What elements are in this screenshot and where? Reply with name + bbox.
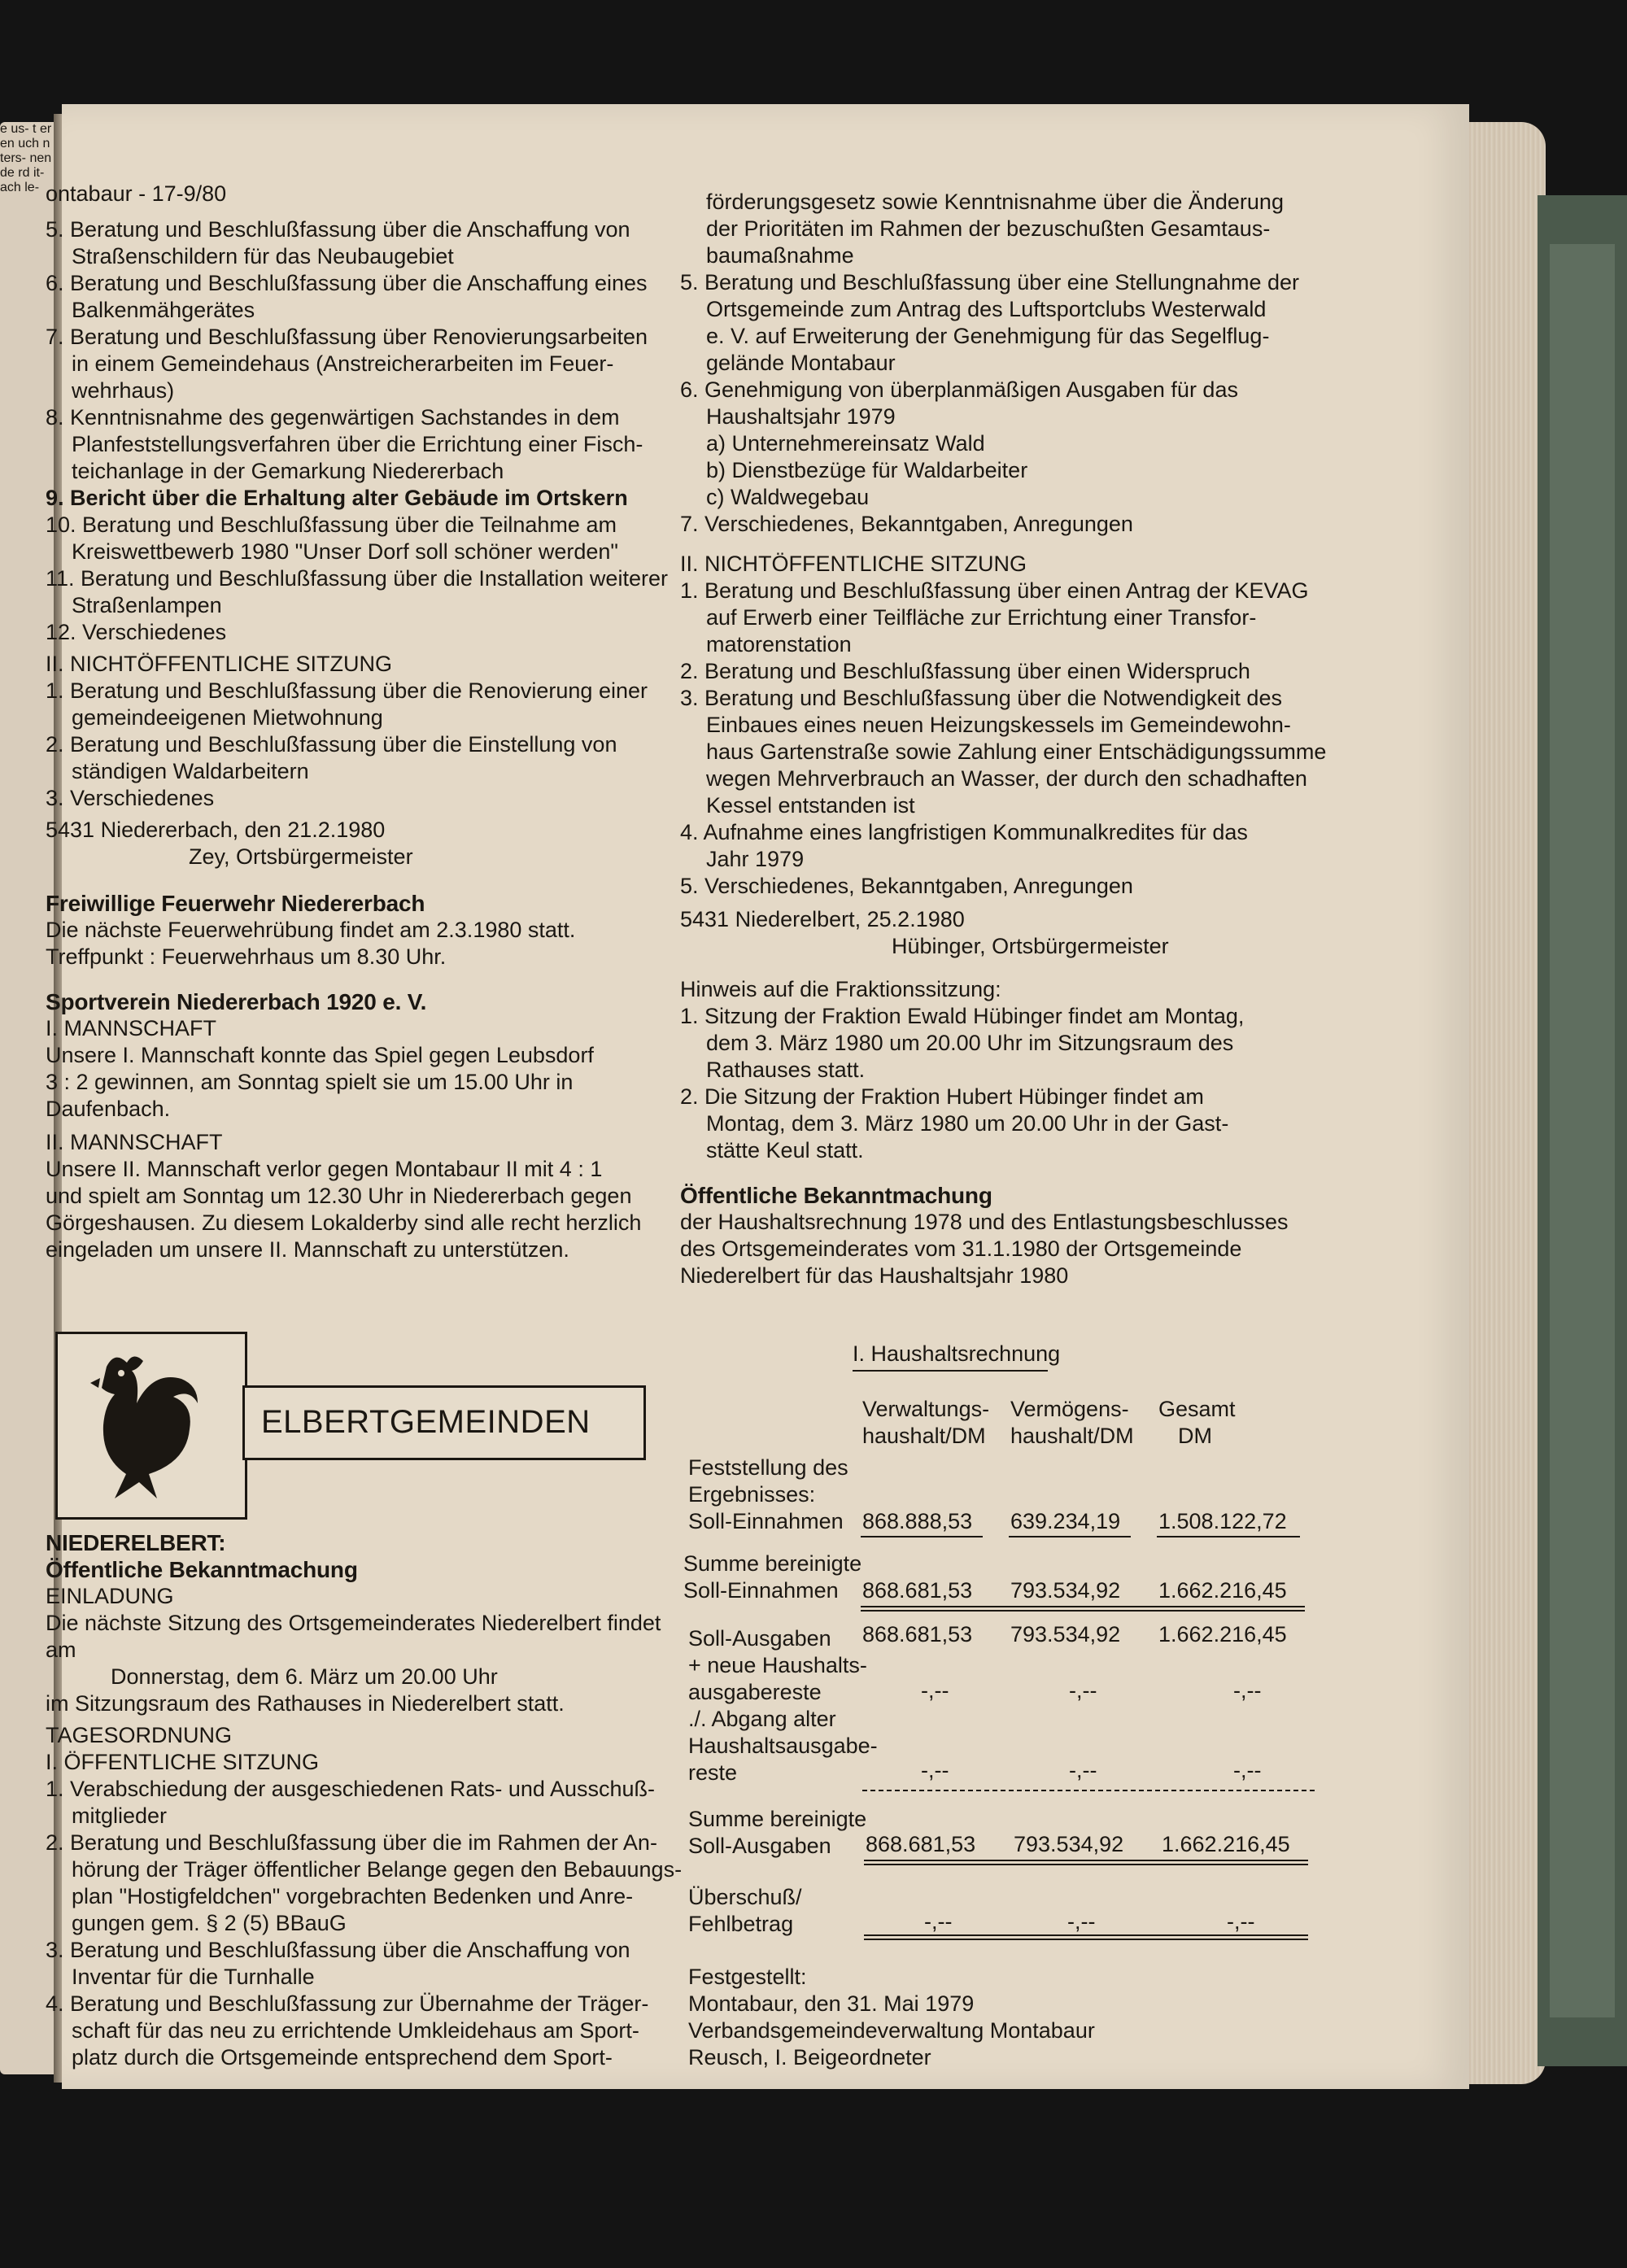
team-line: 3 : 2 gewinnen, am Sonntag spielt sie um 15.00 Uhr in: [46, 1070, 574, 1094]
agenda-line: plan "Hostigfeldchen" vorgebrachten Bedenken und Anre-: [72, 1884, 634, 1908]
hinweis-line: 1. Sitzung der Fraktion Ewald Hübinger findet am Montag,: [680, 1004, 1245, 1028]
agenda-item: [46, 324, 648, 404]
festgestellt-line: Festgestellt:: [688, 1965, 807, 1989]
fire-line: Treffpunkt : Feuerwehrhaus um 8.30 Uhr.: [46, 944, 447, 969]
bek-line: der Haushaltsrechnung 1978 und des Entlastungsbeschlusses: [680, 1210, 1289, 1234]
underline: [1157, 1536, 1300, 1537]
agenda-line: 6. Genehmigung von überplanmäßigen Ausgaben für das: [680, 377, 1238, 402]
cell-value: 1.662.216,45: [1162, 1832, 1290, 1856]
einladung-line: am: [46, 1638, 76, 1662]
agenda-line: 6. Beratung und Beschlußfassung über die Anschaffung eines: [46, 271, 648, 295]
agenda-line: 10. Beratung und Beschlußfassung über die Teilnahme am: [46, 512, 617, 537]
underline: [861, 1536, 983, 1537]
agenda-line: 12. Verschiedenes: [46, 620, 227, 644]
team-line: Unsere I. Mannschaft konnte das Spiel gegen Leubsdorf: [46, 1043, 594, 1067]
team-title: II. MANNSCHAFT: [46, 1130, 223, 1154]
notice-subheading: Öffentliche Bekanntmachung: [46, 1557, 358, 1582]
rooster-icon: [58, 1334, 245, 1517]
agenda-item: [46, 270, 648, 324]
edge-word: it-: [33, 166, 45, 180]
agenda-line: schaft für das neu zu errichtende Umkleidehaus am Sport-: [72, 2018, 639, 2043]
cell-value: 793.534,92: [1010, 1578, 1121, 1603]
fire-heading: Freiwillige Feuerwehr Niedererbach: [46, 891, 425, 916]
hinweis-line: Rathauses statt.: [706, 1058, 866, 1082]
agenda-item: [46, 1776, 655, 1830]
cell-value: -,--: [1233, 1678, 1262, 1703]
niederelbert-notice: [46, 1529, 683, 2071]
edge-word: le-: [24, 181, 40, 194]
place-date: 5431 Niederelbert, 25.2.1980: [680, 907, 965, 931]
agenda-line: Inventar für die Turnhalle: [72, 1965, 315, 1989]
cell-value: -,--: [921, 1758, 949, 1782]
team-title: I. MANNSCHAFT: [46, 1016, 217, 1040]
agenda-line: 5. Beratung und Beschlußfassung über eine Stellungnahme der: [680, 270, 1300, 294]
left-agenda: [46, 216, 668, 1263]
agenda-item: [680, 511, 1331, 538]
hinweis-line: dem 3. März 1980 um 20.00 Uhr im Sitzungsraum des: [706, 1031, 1234, 1055]
agenda-line: Kreiswettbewerb 1980 "Unser Dorf soll schöner werden": [72, 539, 618, 564]
row-label: Soll-Einnahmen: [688, 1509, 844, 1533]
agenda-line: Haushaltsjahr 1979: [706, 404, 896, 429]
continued-line: förderungsgesetz sowie Kenntnisnahme über die Änderung: [706, 190, 1284, 214]
agenda-line: 11. Beratung und Beschlußfassung über die Installation weiterer: [46, 566, 668, 591]
agenda-line: Einbaues eines neuen Heizungskessels im Gemeindewohn-: [706, 713, 1291, 737]
agenda-line: mitglieder: [72, 1803, 168, 1828]
team-line: und spielt am Sonntag um 12.30 Uhr in Niedererbach gegen: [46, 1184, 632, 1208]
cell-value: -,--: [1067, 1909, 1096, 1934]
cell-value: -,--: [1069, 1678, 1097, 1703]
continued-line: baumaßnahme: [706, 243, 854, 268]
section-title: II. NICHTÖFFENTLICHE SITZUNG: [46, 652, 393, 676]
col-header: Verwaltungs-: [862, 1397, 990, 1421]
row-label: + neue Haushalts-: [688, 1653, 867, 1677]
notice-heading: NIEDERELBERT:: [46, 1530, 226, 1555]
agenda-item: [46, 404, 648, 485]
row-label: Summe bereinigte: [688, 1807, 867, 1831]
page-header: [46, 181, 631, 207]
agenda-line: 7. Beratung und Beschlußfassung über Renovierungsarbeiten: [46, 325, 648, 349]
agenda-line: in einem Gemeindehaus (Anstreicherarbeiten im Feuer-: [72, 351, 614, 376]
agenda-line: gemeindeeigenen Mietwohnung: [72, 705, 383, 730]
agenda-line: Planfeststellungsverfahren über die Errichtung einer Fisch-: [72, 432, 643, 456]
cell-value: -,--: [921, 1678, 949, 1703]
agenda-line: 5. Verschiedenes, Bekanntgaben, Anregungen: [680, 874, 1133, 898]
edge-word: us-: [11, 122, 29, 136]
col-header: haushalt/DM: [1010, 1424, 1134, 1448]
underline: [1009, 1536, 1131, 1537]
page-header-text: ontabaur - 17-9/80: [46, 181, 227, 206]
agenda-item: [46, 216, 648, 270]
agenda-item: [46, 485, 648, 512]
agenda-item: [46, 619, 648, 646]
agenda-line: 2. Beratung und Beschlußfassung über die im Rahmen der An-: [46, 1830, 657, 1855]
banner-title: ELBERTGEMEINDEN: [261, 1404, 591, 1440]
team-line: Daufenbach.: [46, 1097, 171, 1121]
agenda-line: 3. Beratung und Beschlußfassung über die Notwendigkeit des: [680, 686, 1282, 710]
row-label: Fehlbetrag: [688, 1912, 794, 1936]
edge-word: ters-: [0, 151, 26, 165]
agenda-line: ständigen Waldarbeitern: [72, 759, 309, 783]
budget-table: [680, 1341, 1331, 2073]
agenda-line: 3. Verschiedenes: [46, 786, 215, 810]
tagesordnung-title: TAGESORDNUNG: [46, 1723, 233, 1747]
agenda-line: 9. Bericht über die Erhaltung alter Gebäude im Ortskern: [46, 486, 628, 510]
col-header: Gesamt: [1158, 1397, 1236, 1421]
cell-value: 868.681,53: [862, 1622, 973, 1646]
agenda-item: [680, 819, 1331, 873]
continued-line: der Prioritäten im Rahmen der bezuschußten Gesamtaus-: [706, 216, 1271, 241]
cell-value: 868.681,53: [866, 1832, 976, 1856]
hinweis-title: Hinweis auf die Fraktionssitzung:: [680, 977, 1001, 1001]
agenda-line: 5. Beratung und Beschlußfassung über die Anschaffung von: [46, 217, 630, 242]
agenda-line: gungen gem. § 2 (5) BBauG: [72, 1911, 347, 1935]
cell-value: 793.534,92: [1014, 1832, 1124, 1856]
agenda-line: 4. Aufnahme eines langfristigen Kommunalkredites für das: [680, 820, 1248, 844]
fire-line: Die nächste Feuerwehrübung findet am 2.3.1980 statt.: [46, 918, 576, 942]
agenda-line: Balkenmähgerätes: [72, 298, 255, 322]
agenda-line: 4. Beratung und Beschlußfassung zur Übernahme der Träger-: [46, 1991, 649, 2016]
row-label: Soll-Ausgaben: [688, 1626, 831, 1651]
agenda-line: 3. Beratung und Beschlußfassung über die Anschaffung von: [46, 1938, 630, 1962]
agenda-line: hörung der Träger öffentlicher Belange gegen den Bebauungs-: [72, 1857, 683, 1882]
bek-heading: Öffentliche Bekanntmachung: [680, 1183, 992, 1208]
cell-value: -,--: [1069, 1758, 1097, 1782]
cell-value: 1.662.216,45: [1158, 1622, 1287, 1646]
agenda-line: a) Unternehmereinsatz Wald: [706, 431, 985, 456]
bek-line: Niederelbert für das Haushaltsjahr 1980: [680, 1263, 1069, 1288]
agenda-line: b) Dienstbezüge für Waldarbeiter: [706, 458, 1028, 482]
agenda-line: 2. Beratung und Beschlußfassung über einen Widerspruch: [680, 659, 1250, 683]
agenda-line: 7. Verschiedenes, Bekanntgaben, Anregungen: [680, 512, 1133, 536]
row-label: Feststellung des: [688, 1455, 848, 1480]
agenda-line: matorenstation: [706, 632, 852, 656]
col-header: DM: [1178, 1424, 1212, 1448]
cell-value: 868.681,53: [862, 1578, 973, 1603]
agenda-line: 1. Beratung und Beschlußfassung über einen Antrag der KEVAG: [680, 578, 1309, 603]
book-cover-cloth: [1550, 244, 1615, 2017]
einladung-title: EINLADUNG: [46, 1584, 174, 1608]
agenda-item: [46, 512, 648, 565]
hinweis-line: Montag, dem 3. März 1980 um 20.00 Uhr in der Gast-: [706, 1111, 1229, 1136]
row-label: Soll-Ausgaben: [688, 1834, 831, 1858]
hinweis-line: 2. Die Sitzung der Fraktion Hubert Hübinger findet am: [680, 1084, 1204, 1109]
row-label: Überschuß/: [688, 1885, 802, 1909]
cell-value: 1.508.122,72: [1158, 1509, 1287, 1533]
agenda-line: 1. Verabschiedung der ausgeschiedenen Rats- und Ausschuß-: [46, 1777, 655, 1801]
agenda-item: [680, 685, 1331, 819]
cell-value: 868.888,53: [862, 1509, 973, 1533]
signature: Hübinger, Ortsbürgermeister: [892, 934, 1169, 958]
agenda-line: platz durch die Ortsgemeinde entsprechend dem Sport-: [72, 2045, 613, 2070]
cell-value: -,--: [1233, 1758, 1262, 1782]
edge-word: nen: [29, 151, 52, 165]
agenda-item: [46, 678, 648, 731]
cell-value: 639.234,19: [1010, 1509, 1121, 1533]
agenda-line: wehrhaus): [72, 378, 175, 403]
col-header: haushalt/DM: [862, 1424, 986, 1448]
festgestellt-line: Verbandsgemeindeverwaltung Montabaur: [688, 2018, 1095, 2043]
agenda-item: [46, 1991, 648, 2071]
cell-value: 1.662.216,45: [1158, 1578, 1287, 1603]
hinweis-item: [680, 1084, 1331, 1164]
agenda-line: 8. Kenntnisnahme des gegenwärtigen Sachstandes in dem: [46, 405, 620, 430]
edge-word: uch: [18, 137, 40, 150]
edge-word: t: [33, 122, 37, 136]
agenda-item: [680, 377, 1331, 511]
agenda-item: [46, 1937, 648, 1991]
edge-word: n: [42, 137, 50, 150]
agenda-item: [46, 785, 648, 812]
row-label: Soll-Einnahmen: [683, 1578, 839, 1603]
agenda-line: Straßenschildern für das Neubaugebiet: [72, 244, 454, 268]
section-title: I. ÖFFENTLICHE SITZUNG: [46, 1750, 320, 1774]
double-rule: [861, 1606, 1305, 1612]
table-title-underline: [853, 1370, 1048, 1372]
row-label: reste: [688, 1760, 738, 1785]
section-title: II. NICHTÖFFENTLICHE SITZUNG: [680, 552, 1027, 576]
agenda-item: [680, 658, 1331, 685]
agenda-item: [680, 578, 1331, 658]
einladung-place: im Sitzungsraum des Rathauses in Niederelbert statt.: [46, 1691, 565, 1716]
edge-word: er: [39, 122, 52, 136]
table-title: I. Haushaltsrechnung: [853, 1341, 1061, 1366]
team-line: Görgeshausen. Zu diesem Lokalderby sind alle recht herzlich: [46, 1210, 642, 1235]
agenda-item: [46, 1830, 683, 1937]
edge-word: ach: [0, 181, 21, 194]
festgestellt-line: Montabaur, den 31. Mai 1979: [688, 1991, 975, 2016]
hinweis-line: stätte Keul statt.: [706, 1138, 864, 1162]
edge-word: e: [0, 122, 7, 136]
row-label: Summe bereinigte: [683, 1551, 862, 1576]
agenda-line: wegen Mehrverbrauch an Wasser, der durch den schadhaften: [706, 766, 1307, 791]
team-line: Unsere II. Mannschaft verlor gegen Montabaur II mit 4 : 1: [46, 1157, 603, 1181]
agenda-line: 2. Beratung und Beschlußfassung über die Einstellung von: [46, 732, 617, 757]
einladung-date: Donnerstag, dem 6. März um 20.00 Uhr: [111, 1664, 498, 1689]
row-label: ausgabereste: [688, 1680, 822, 1704]
col-header: Vermögens-: [1010, 1397, 1129, 1421]
cell-value: -,--: [924, 1909, 953, 1934]
edge-word: de: [0, 166, 15, 180]
cell-value: -,--: [1227, 1909, 1255, 1934]
festgestellt-line: Reusch, I. Beigeordneter: [688, 2045, 931, 2070]
edge-word: rd: [18, 166, 30, 180]
agenda-line: 1. Beratung und Beschlußfassung über die Renovierung einer: [46, 678, 648, 703]
agenda-line: e. V. auf Erweiterung der Genehmigung für das Segelflug-: [706, 324, 1270, 348]
dashed-rule: [862, 1790, 1315, 1791]
agenda-line: gelände Montabaur: [706, 351, 896, 375]
agenda-line: teichanlage in der Gemarkung Niedererbach: [72, 459, 504, 483]
cell-value: 793.534,92: [1010, 1622, 1121, 1646]
agenda-line: haus Gartenstraße sowie Zahlung einer Entschädigungssumme: [706, 739, 1327, 764]
agenda-item: [680, 873, 1331, 900]
team-line: eingeladen um unsere II. Mannschaft zu unterstützen.: [46, 1237, 569, 1262]
banner-title-box: [242, 1385, 646, 1460]
sport-heading: Sportverein Niedererbach 1920 e. V.: [46, 989, 427, 1014]
agenda-line: Kessel entstanden ist: [706, 793, 915, 818]
rooster-logo-box: [55, 1332, 247, 1520]
edge-word: en: [0, 137, 15, 150]
hinweis-item: [680, 1003, 1331, 1084]
agenda-item: [680, 269, 1331, 377]
agenda-line: Ortsgemeinde zum Antrag des Luftsportclubs Westerwald: [706, 297, 1267, 321]
signature: Zey, Ortsbürgermeister: [189, 844, 413, 869]
row-label: Haushaltsausgabe-: [688, 1734, 878, 1758]
agenda-line: c) Waldwegebau: [706, 485, 870, 509]
agenda-line: auf Erwerb einer Teilfläche zur Errichtung einer Transfor-: [706, 605, 1257, 630]
double-rule: [864, 1934, 1308, 1940]
place-date: 5431 Niedererbach, den 21.2.1980: [46, 818, 386, 842]
agenda-line: Jahr 1979: [706, 847, 805, 871]
agenda-item: [46, 731, 648, 785]
einladung-line: Die nächste Sitzung des Ortsgemeinderates Niederelbert findet: [46, 1611, 661, 1635]
agenda-line: Straßenlampen: [72, 593, 222, 617]
bek-line: des Ortsgemeinderates vom 31.1.1980 der Ortsgemeinde: [680, 1236, 1242, 1261]
double-rule: [864, 1860, 1308, 1865]
row-label: ./. Abgang alter: [688, 1707, 836, 1731]
row-label: Ergebnisses:: [688, 1482, 816, 1507]
agenda-item: [46, 565, 668, 619]
right-column: [680, 189, 1331, 1289]
